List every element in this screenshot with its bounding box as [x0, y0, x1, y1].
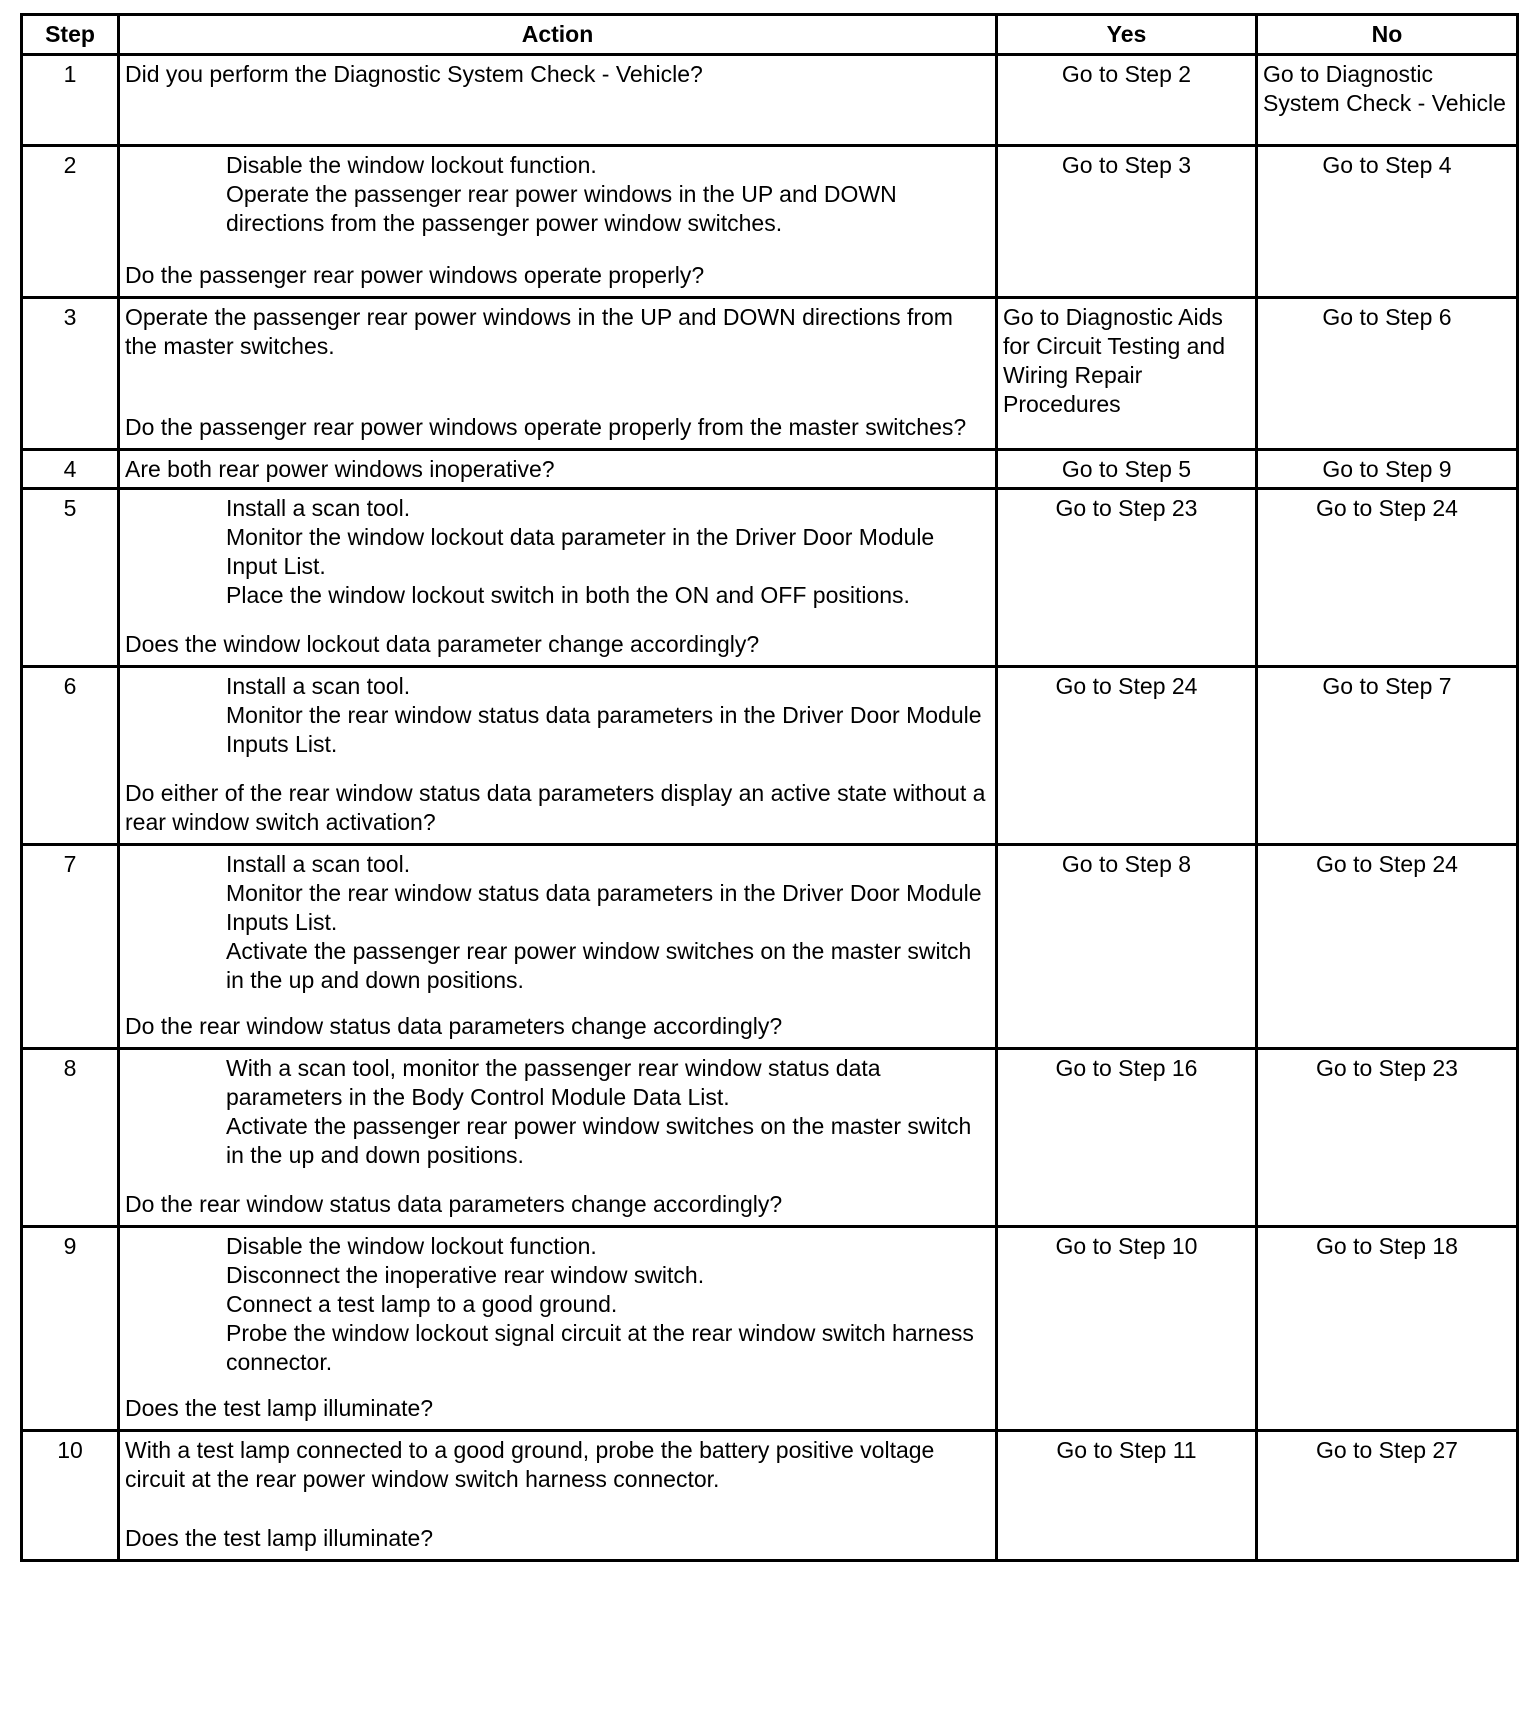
no-result: Go to Step 7	[1257, 667, 1518, 845]
action-item: Disable the window lockout function.	[226, 1233, 597, 1259]
table-row	[22, 298, 1518, 450]
action-item: Monitor the window lockout data parameter in the Driver Door Module Input List.	[226, 524, 935, 579]
no-result: Go to Step 24	[1257, 845, 1518, 1049]
table-row	[22, 146, 1518, 298]
action-question: Do the rear window status data parameters change accordingly?	[125, 1013, 783, 1039]
action-text: Operate the passenger rear power windows in the UP and DOWN directions from the master switches.	[125, 304, 953, 359]
yes-result: Go to Step 23	[997, 489, 1257, 667]
step-number: 1	[22, 55, 119, 146]
action-cell	[119, 1431, 997, 1561]
yes-result: Go to Step 2	[997, 55, 1257, 146]
action-question: Does the window lockout data parameter change accordingly?	[125, 631, 760, 657]
action-question: Does the test lamp illuminate?	[125, 1525, 434, 1551]
step-number: 2	[22, 146, 119, 298]
action-item: Install a scan tool.	[226, 495, 411, 521]
diagnostic-table	[20, 13, 1519, 1562]
table-row	[22, 450, 1518, 489]
header-step: Step	[22, 15, 119, 55]
step-number: 7	[22, 845, 119, 1049]
yes-result: Go to Step 5	[997, 450, 1257, 489]
yes-result: Go to Step 16	[997, 1049, 1257, 1227]
no-result: Go to Step 23	[1257, 1049, 1518, 1227]
action-item: With a scan tool, monitor the passenger rear window status data parameters in the Body Control Module Data List.	[226, 1055, 881, 1110]
yes-result: Go to Step 8	[997, 845, 1257, 1049]
header-yes: Yes	[997, 15, 1257, 55]
step-number: 3	[22, 298, 119, 450]
action-cell	[119, 146, 997, 298]
header-action: Action	[119, 15, 997, 55]
action-item: Connect a test lamp to a good ground.	[226, 1291, 618, 1317]
action-item: Monitor the rear window status data parameters in the Driver Door Module Inputs List.	[226, 702, 982, 757]
action-question: Do the passenger rear power windows operate properly from the master switches?	[125, 414, 967, 440]
action-item: Operate the passenger rear power windows in the UP and DOWN directions from the passenger power window switches.	[226, 181, 897, 236]
table-row	[22, 55, 1518, 146]
action-cell	[119, 1049, 997, 1227]
table-row	[22, 1227, 1518, 1431]
no-result: Go to Step 6	[1257, 298, 1518, 450]
action-item: Probe the window lockout signal circuit at the rear window switch harness connector.	[226, 1320, 974, 1375]
step-number: 5	[22, 489, 119, 667]
action-question: Does the test lamp illuminate?	[125, 1395, 434, 1421]
yes-result: Go to Step 11	[997, 1431, 1257, 1561]
action-item: Disable the window lockout function.	[226, 152, 597, 178]
action-item: Install a scan tool.	[226, 851, 411, 877]
action-cell	[119, 845, 997, 1049]
no-result: Go to Step 18	[1257, 1227, 1518, 1431]
header-no: No	[1257, 15, 1518, 55]
action-cell	[119, 667, 997, 845]
action-cell	[119, 1227, 997, 1431]
yes-result: Go to Step 10	[997, 1227, 1257, 1431]
step-number: 8	[22, 1049, 119, 1227]
yes-result: Go to Diagnostic Aids for Circuit Testing and Wiring Repair Procedures	[997, 298, 1257, 450]
action-cell	[119, 55, 997, 146]
action-cell	[119, 450, 997, 489]
action-item: Activate the passenger rear power window switches on the master switch in the up and down positions.	[226, 1113, 972, 1168]
table-row	[22, 1049, 1518, 1227]
action-item: Install a scan tool.	[226, 673, 411, 699]
action-question: Do either of the rear window status data parameters display an active state without a rear window switch activation?	[125, 780, 986, 835]
action-question: Are both rear power windows inoperative?	[125, 456, 555, 482]
no-result: Go to Step 4	[1257, 146, 1518, 298]
action-cell	[119, 489, 997, 667]
action-text: With a test lamp connected to a good ground, probe the battery positive voltage circuit at the rear power window switch harness connector.	[125, 1437, 935, 1492]
yes-result: Go to Step 3	[997, 146, 1257, 298]
no-result: Go to Diagnostic System Check - Vehicle	[1257, 55, 1518, 146]
action-item: Monitor the rear window status data parameters in the Driver Door Module Inputs List.	[226, 880, 982, 935]
action-question: Do the passenger rear power windows operate properly?	[125, 262, 705, 288]
action-item: Activate the passenger rear power window switches on the master switch in the up and down positions.	[226, 938, 972, 993]
action-item: Disconnect the inoperative rear window switch.	[226, 1262, 705, 1288]
action-item: Place the window lockout switch in both the ON and OFF positions.	[226, 582, 910, 608]
action-cell	[119, 298, 997, 450]
table-row	[22, 845, 1518, 1049]
header-row	[22, 15, 1518, 55]
action-question: Do the rear window status data parameters change accordingly?	[125, 1191, 783, 1217]
no-result: Go to Step 27	[1257, 1431, 1518, 1561]
table-row	[22, 489, 1518, 667]
action-text: Did you perform the Diagnostic System Check - Vehicle?	[125, 61, 703, 87]
step-number: 9	[22, 1227, 119, 1431]
step-number: 6	[22, 667, 119, 845]
yes-result: Go to Step 24	[997, 667, 1257, 845]
table-row	[22, 667, 1518, 845]
table-row	[22, 1431, 1518, 1561]
no-result: Go to Step 24	[1257, 489, 1518, 667]
step-number: 10	[22, 1431, 119, 1561]
no-result: Go to Step 9	[1257, 450, 1518, 489]
step-number: 4	[22, 450, 119, 489]
